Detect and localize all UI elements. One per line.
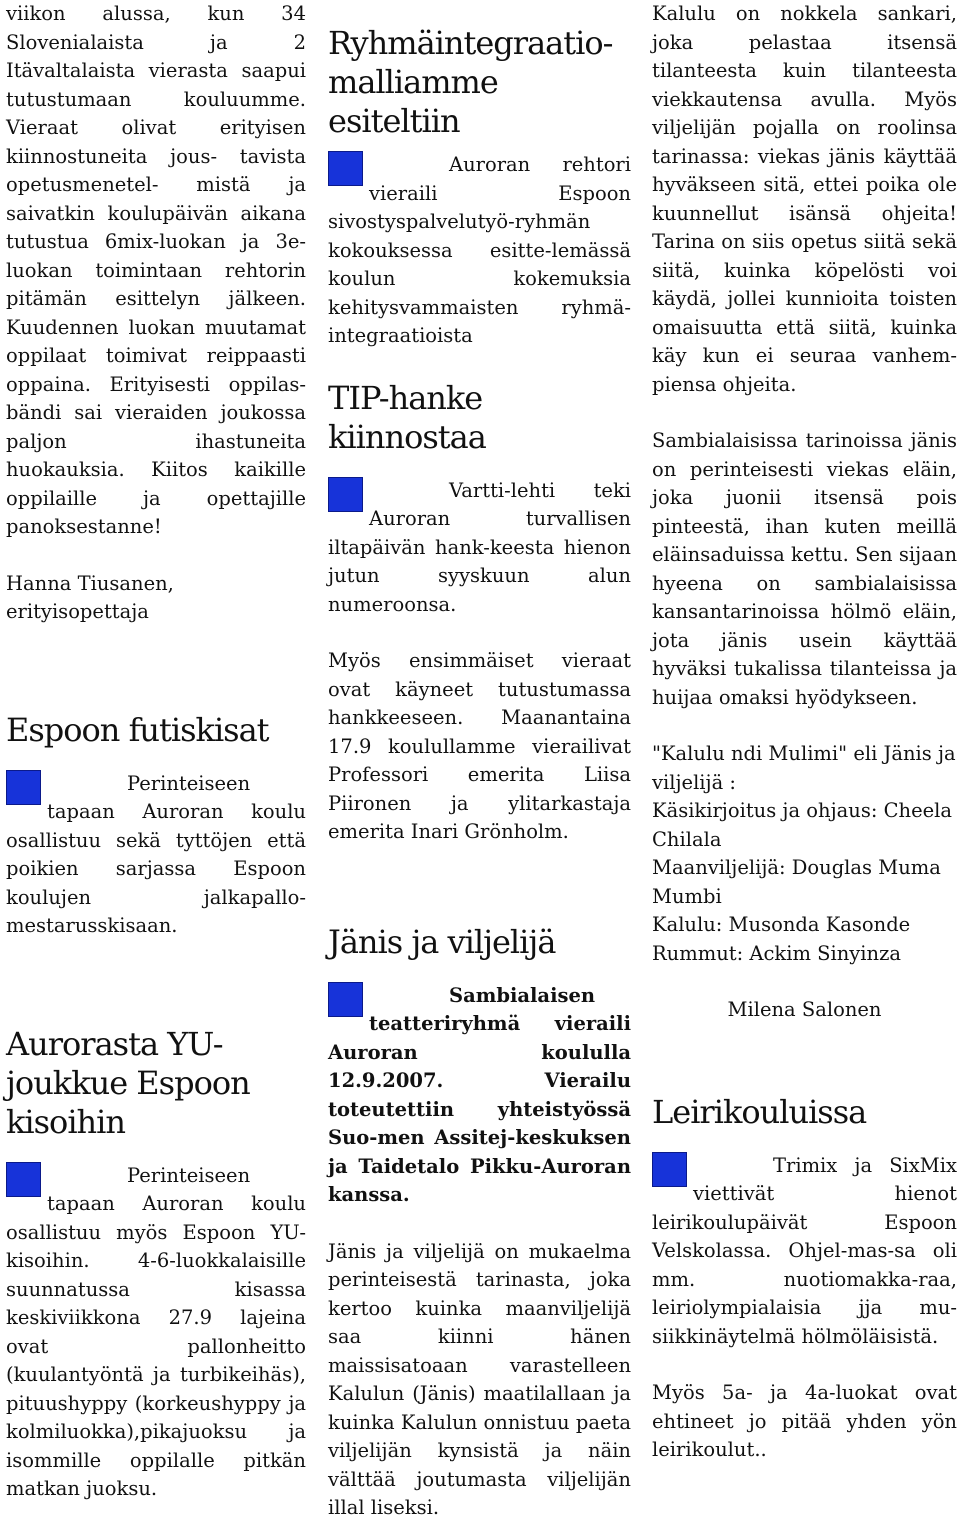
sambia-paragraph: Sambialaisissa tarinoissa jänis on perinteisesti viekas eläin, joka juonii itsensä pois pinteestä, ihan kuten meillä eläinsaduissa kettu. Sen sijaan hyeena on sambialaisissa kansantarinoissa hölmö eläin, jota jänis usein käyttää hyväksi tukalissa tilanteissa ja huijaa omaksi hyödykseen. (652, 429, 957, 709)
square-bullet-icon (6, 770, 41, 805)
tip-body: Vartti-lehti teki Auroran turvallisen iltapäivän hank-keesta hienon jutun syyskuun alun numeroonsa. (328, 478, 631, 616)
square-bullet-icon (328, 477, 363, 512)
tip-body-2: Myös ensimmäiset vieraat ovat käyneet tutustumassa hankkeeseen. Maanantaina 17.9 koulullamme vierailivat Professori emerita Liisa Piironen ja ylitarkastaja emerita Inari Grönholm. (328, 649, 631, 844)
yu-heading: Aurorasta YU-joukkue Espoon kisoihin (6, 1024, 250, 1141)
credits-title: "Kalulu ndi Mulimi" eli Jänis ja viljelijä : (652, 742, 956, 794)
janis-body: Jänis ja viljelijä on mukaelma perinteisestä tarinasta, joka kertoo kuinka maanviljelijä saa kiinni hänen maissisatoaan varastelleen Kalulun (Jänis) maatilallaan ja kuinka Kalulun onnistuu paeta viljelijän kynsistä ja näin välttää joutumasta viljelijän illal liseksi. (328, 1239, 631, 1520)
futis-article (6, 770, 306, 941)
column-1 (6, 0, 306, 1504)
credit-line-1: Käsikirjoitus ja ohjaus: Cheela Chilala (652, 799, 953, 851)
credit-line-3: Kalulu: Musonda Kasonde (652, 913, 911, 936)
square-bullet-icon (6, 1162, 41, 1197)
square-bullet-icon (328, 982, 363, 1017)
leiri-body-2: Myös 5a- ja 4a-luokat ovat ehtineet jo pitää yhden yön leirikoulut.. (652, 1381, 957, 1462)
ryhma-article (328, 151, 631, 351)
janis-lead: Sambialaisen teatteriryhmä vieraili Auroran koululla 12.9.2007. Vierailu toteutettiin yhteistyössä Suo-men Assitej-keskuksen ja Taidetalo Pikku-Auroran kanssa. (328, 983, 631, 1207)
column-3 (652, 0, 957, 1465)
futis-heading: Espoon futiskisat (6, 710, 269, 749)
ryhma-heading: Ryhmäintegraatio-malliamme esiteltiin (328, 24, 613, 141)
janis-article (328, 982, 631, 1210)
credit-line-2: Maanviljelijä: Douglas Muma Mumbi (652, 856, 941, 908)
ryhma-body: Auroran rehtori vieraili Espoon sivostyspalvelutyö-ryhmän kokouksessa esitte-lemässä koulun kokemuksia kehitysvammaisten ryhmä-integraatioista (328, 153, 631, 348)
intro-paragraph: viikon alussa, kun 34 Slovenialaista ja 2 Itävaltalaista vierasta saapui tutustumaan kouluumme. Vieraat olivat erityisen kiinnostuneita jous- tavista opetusmenetel- mistä ja saivatkin koulupäivän aikana tutustua 6mix-luokan ja 3e-luokan toimintaan rehtorin pitämän esittelyn jälkeen. Kuudennen luokan muutamat oppilaat toimivat reippaasti oppaina. Erityisesti oppilas-bändi sai vieraiden joukossa paljon ihastuneita huokauksia. Kiitos kaikille oppilaille ja opettajille panoksestanne! (6, 2, 306, 538)
column-2 (328, 24, 631, 1523)
yu-body: Perinteiseen tapaan Auroran koulu osallistuu myös Espoon YU-kisoihin. 4-6-luokkalaisille suunnatussa kisassa keskiviikkona 27.9 lajeina ovat pallonheitto (kuulantyöntä ja turbikeihäs), pituushyppy (korkeushyppy ja kolmiluokka),pikajuoksu ja isommille oppilalle pitkän matkan juoksu. (6, 1163, 306, 1501)
janis-heading: Jänis ja viljelijä (328, 922, 556, 961)
leiri-body: Trimix ja SixMix viettivät hienot leirikoulupäivät Espoon Velskolassa. Ohjel-mas-sa oli mm. nuotiomakka-raa, leiriolympialaisia jja mu-siikkinäytelmä hölmöläisistä. (652, 1153, 957, 1348)
square-bullet-icon (328, 151, 363, 186)
square-bullet-icon (652, 1152, 687, 1187)
signature-role: erityisopettaja (6, 600, 149, 623)
author-name: Milena Salonen (727, 998, 882, 1021)
tip-article (328, 477, 631, 620)
signature-name: Hanna Tiusanen, (6, 571, 174, 595)
credit-line-4: Rummut: Ackim Sinyinza (652, 941, 901, 965)
yu-article (6, 1162, 306, 1504)
tip-heading: TIP-hanke kiinnostaa (328, 378, 486, 456)
leiri-article (652, 1152, 957, 1352)
kalulu-paragraph: Kalulu on nokkela sankari, joka pelastaa itsensä tilanteesta kuin tilanteesta viekkautensa avulla. Myös viljelijän pojalla on roolinsa tarinassa: viekas jänis käyttää hyväkseen sitä, ettei poika ole kuunnellut isänsä ohjeita! Tarina on siis opetus siitä sekä siitä, kuinka köpelösti voi käydä, jollei kunnioita toisten omaisuutta että siitä, kuinka käy kun ei seuraa vanhem- piensa ohjeita. (652, 2, 957, 396)
futis-body: Perinteiseen tapaan Auroran koulu osallistuu sekä tyttöjen että poikien sarjassa Espoon koulujen jalkapallo-mestarusskisaan. (6, 771, 306, 938)
leiri-heading: Leirikouluissa (652, 1092, 867, 1131)
